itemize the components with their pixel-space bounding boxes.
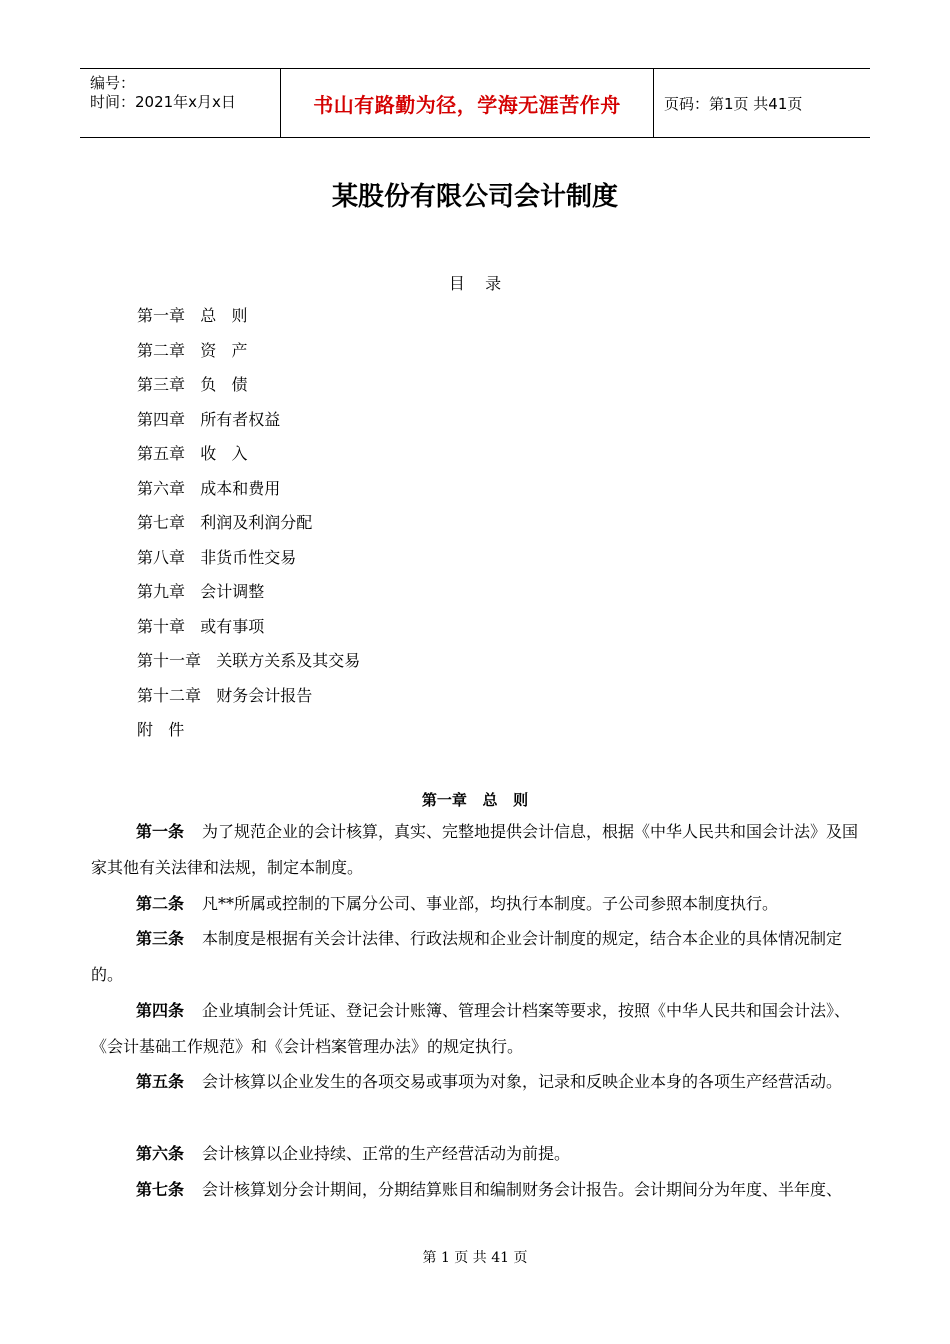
article-2 (91, 886, 871, 922)
article-text: 为了规范企业的会计核算，真实、完整地提供会计信息，根据《中华人民共和国会计法》及国家其他有关法律和法规，制定本制度。 (91, 822, 859, 877)
article-6 (91, 1136, 871, 1172)
header-motto-cell (281, 69, 654, 137)
toc-item: 第十一章 关联方关系及其交易 (137, 651, 361, 670)
toc-item: 第四章 所有者权益 (137, 409, 281, 429)
article-label: 第四条 (136, 1001, 185, 1020)
document-title: 某股份有限公司会计制度 (331, 182, 618, 212)
toc-item: 第六章 成本和费用 (137, 478, 281, 498)
toc-item: 第五章 收 入 (137, 444, 248, 463)
header-page-cell (654, 69, 870, 137)
article-3 (91, 921, 871, 993)
toc-item: 第八章 非货币性交易 (137, 547, 297, 567)
article-text: 会计核算以企业发生的各项交易或事项为对象，记录和反映企业本身的各项生产经营活动。 (202, 1072, 843, 1091)
toc-item: 第一章 总 则 (137, 306, 248, 325)
chapter-title: 第一章 总 则 (421, 791, 529, 809)
table-of-contents (137, 306, 360, 755)
page-header (80, 68, 870, 138)
article-label: 第三条 (136, 929, 185, 948)
article-text: 本制度是根据有关会计法律、行政法规和企业会计制度的规定，结合本企业的具体情况制定的。 (91, 929, 843, 984)
toc-item: 第七章 利润及利润分配 (137, 513, 313, 532)
header-motto: 书山有路勤为径，学海无涯苦作舟 (313, 92, 621, 117)
toc-item: 第十章 或有事项 (137, 616, 265, 636)
article-text: 企业填制会计凭证、登记会计账簿、管理会计档案等要求，按照《中华人民共和国会计法》、《会计基础工作规范》和《会计档案管理办法》的规定执行。 (91, 1001, 851, 1056)
toc-item: 第十二章 财务会计报告 (137, 685, 313, 705)
article-5 (91, 1064, 871, 1100)
toc-heading: 目 录 (448, 274, 502, 293)
article-label: 第二条 (136, 894, 185, 913)
toc-item: 第九章 会计调整 (137, 582, 265, 601)
article-label: 第六条 (136, 1144, 185, 1163)
article-label: 第七条 (136, 1180, 185, 1199)
document-number: 编号： (90, 74, 136, 92)
document-date: 时间：2021年x月x日 (90, 93, 236, 111)
article-text: 会计核算以企业持续、正常的生产经营活动为前提。 (202, 1144, 571, 1163)
article-4 (91, 993, 871, 1065)
toc-item: 第二章 资 产 (137, 340, 248, 360)
toc-item: 第三章 负 债 (137, 375, 248, 394)
toc-item: 附 件 (137, 720, 185, 739)
article-1 (91, 814, 871, 886)
article-text: 会计核算划分会计期间，分期结算账目和编制财务会计报告。会计期间分为年度、半年度、 (202, 1180, 843, 1199)
article-label: 第一条 (136, 822, 185, 841)
header-meta-cell (80, 69, 281, 137)
page-footer: 第 1 页 共 41 页 (422, 1250, 528, 1266)
article-text: 凡**所属或控制的下属分公司、事业部，均执行本制度。子公司参照本制度执行。 (202, 894, 779, 913)
article-7 (91, 1172, 871, 1208)
header-page-info: 页码：第1页 共41页 (664, 94, 803, 113)
article-label: 第五条 (136, 1072, 185, 1091)
